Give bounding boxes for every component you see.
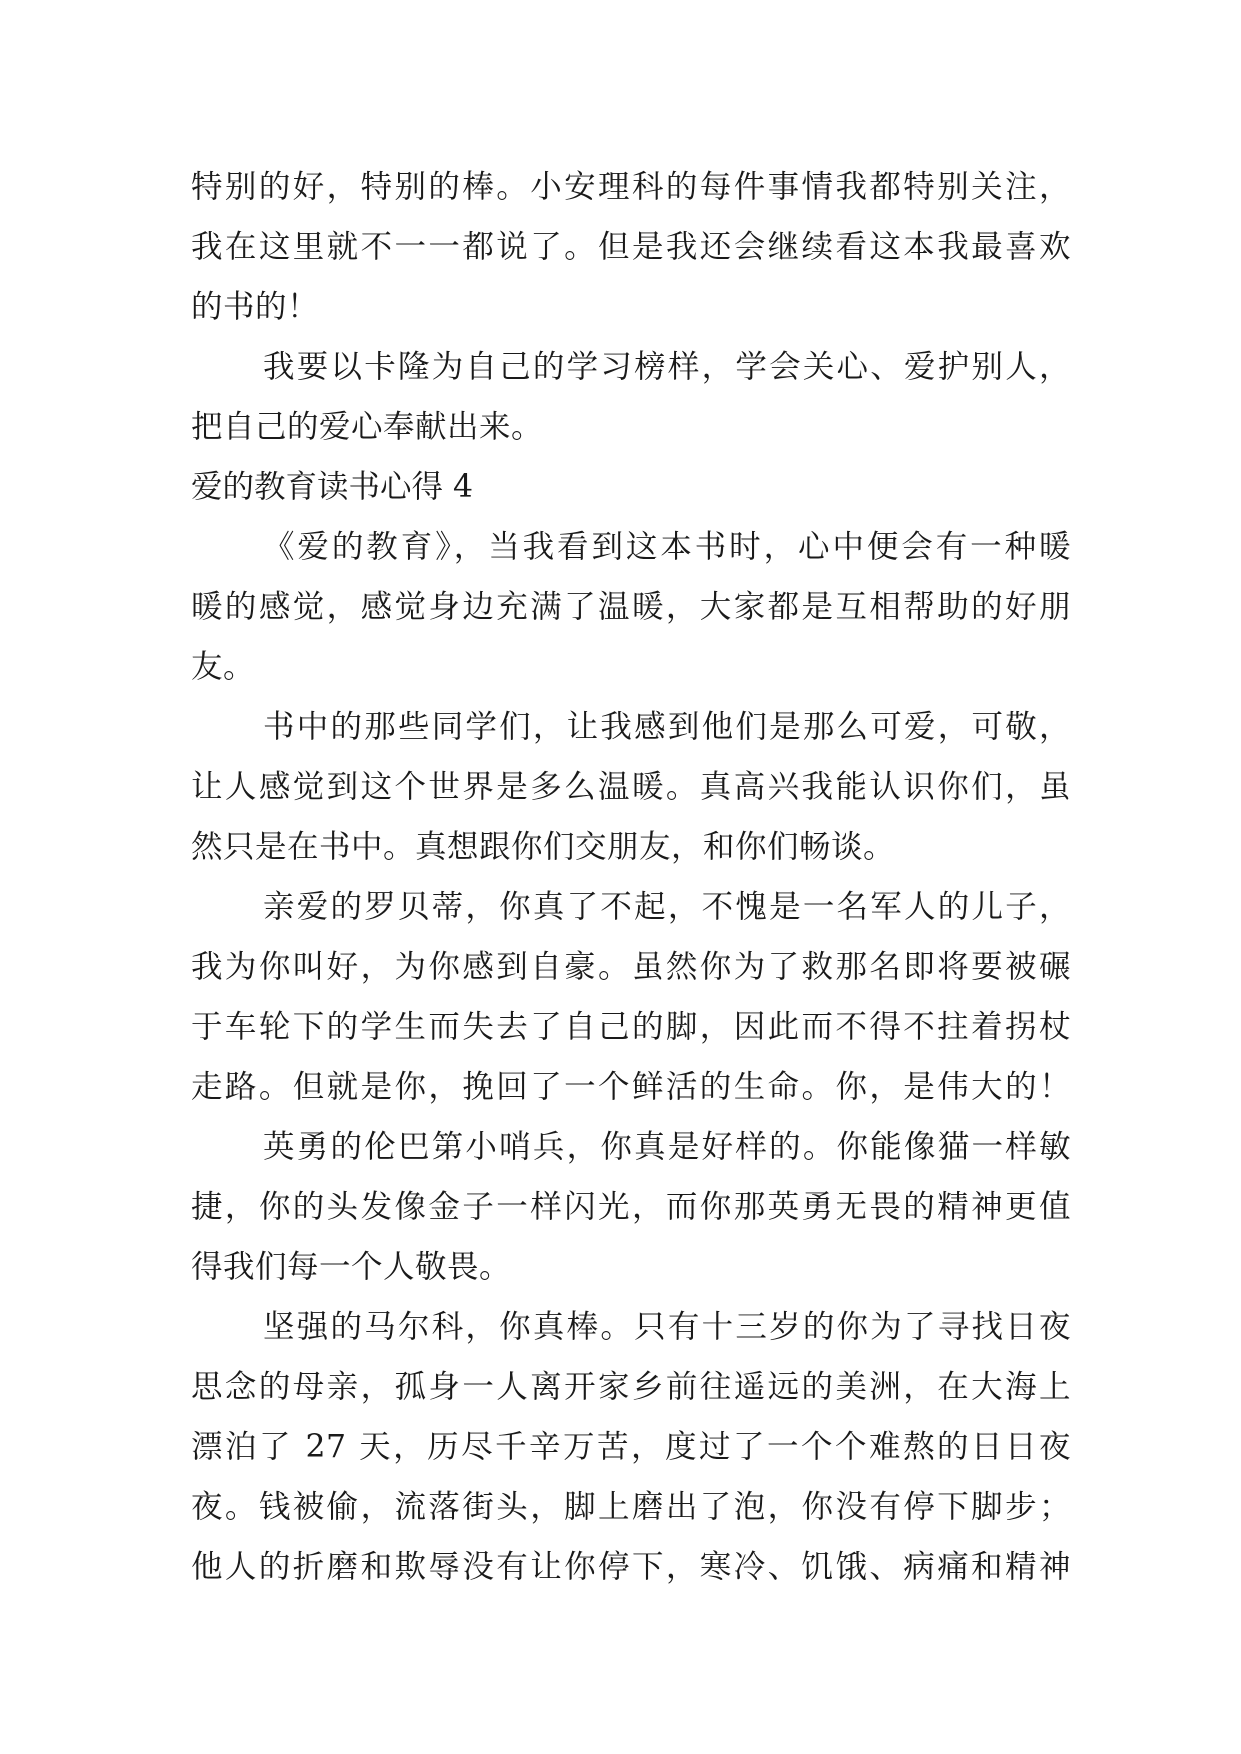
text-line: 特别的好，特别的棒。小安理科的每件事情我都特别关注，: [191, 169, 1071, 205]
text-line: 坚强的马尔科，你真棒。只有十三岁的你为了寻找日夜: [263, 1309, 1071, 1345]
text-line: 得我们每一个人敬畏。: [191, 1249, 512, 1285]
text-line: 他人的折磨和欺辱没有让你停下，寒冷、饥饿、病痛和精神: [191, 1549, 1071, 1585]
text-line: 让人感觉到这个世界是多么温暖。真高兴我能认识你们，虽: [191, 769, 1071, 805]
text-line: 的书的！: [191, 289, 320, 325]
text-line: 我为你叫好，为你感到自豪。虽然你为了救那名即将要被碾: [191, 949, 1071, 985]
text-line: 然只是在书中。真想跟你们交朋友，和你们畅谈。: [191, 829, 896, 865]
text-line: 我在这里就不一一都说了。但是我还会继续看这本我最喜欢: [191, 229, 1071, 265]
text-line: 把自己的爱心奉献出来。: [191, 409, 544, 445]
text-line: 走路。但就是你，挽回了一个鲜活的生命。你，是伟大的！: [191, 1069, 1071, 1105]
text-line: 友。: [191, 649, 256, 685]
text-line: 捷，你的头发像金子一样闪光，而你那英勇无畏的精神更值: [191, 1189, 1071, 1225]
text-line: 漂泊了 27 天，历尽千辛万苦，度过了一个个难熬的日日夜: [191, 1429, 1071, 1465]
text-line: 思念的母亲，孤身一人离开家乡前往遥远的美洲，在大海上: [191, 1369, 1071, 1405]
text-line: 于车轮下的学生而失去了自己的脚，因此而不得不拄着拐杖: [191, 1009, 1071, 1045]
text-line: 《爱的教育》，当我看到这本书时，心中便会有一种暖: [263, 529, 1071, 565]
text-line: 书中的那些同学们，让我感到他们是那么可爱，可敬，: [263, 709, 1071, 745]
text-line: 暖的感觉，感觉身边充满了温暖，大家都是互相帮助的好朋: [191, 589, 1071, 625]
text-line: 英勇的伦巴第小哨兵，你真是好样的。你能像猫一样敏: [263, 1129, 1071, 1165]
document-page: [191, 157, 1071, 1597]
section-heading: 爱的教育读书心得 4: [191, 469, 474, 505]
text-line: 夜。钱被偷，流落街头，脚上磨出了泡，你没有停下脚步；: [191, 1489, 1071, 1525]
text-line: 亲爱的罗贝蒂，你真了不起，不愧是一名军人的儿子，: [263, 889, 1071, 925]
text-line: 我要以卡隆为自己的学习榜样，学会关心、爱护别人，: [263, 349, 1071, 385]
